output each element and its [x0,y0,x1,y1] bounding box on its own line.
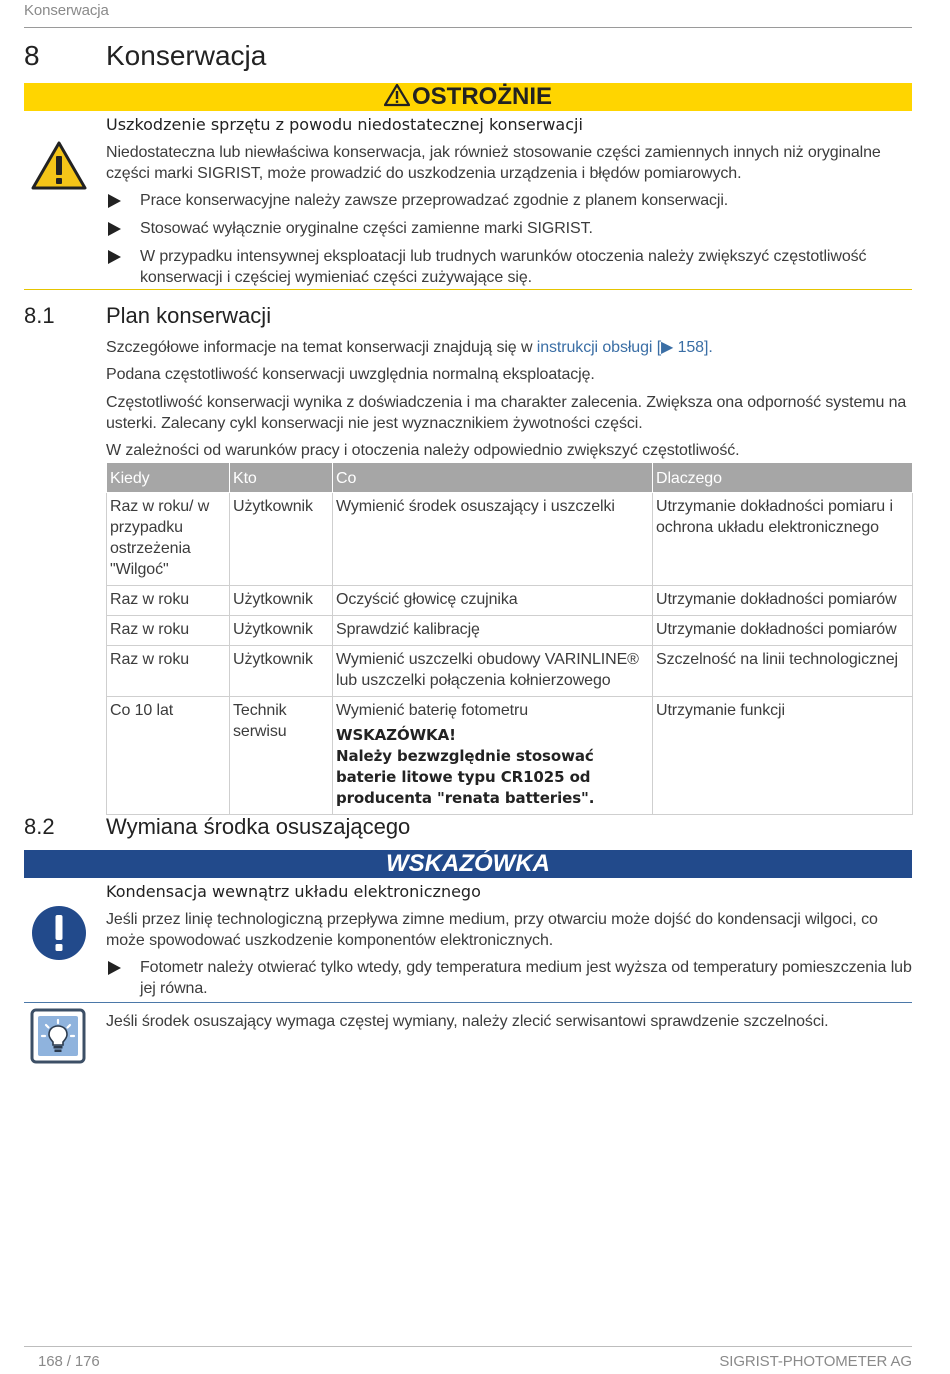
notice-bullet [106,957,912,999]
caution-bullet-text: W przypadku intensywnej eksploatacji lub trudnych warunków otoczenia należy zwiększyć częstotliwość konserwacji i częściej wymieniać części zużywające się. [140,248,867,286]
bullet-arrow-icon [108,222,121,236]
table-cell-what-text: Wymienić baterię fotometru [336,702,528,719]
manual-link[interactable]: instrukcji obsługi [▶ 158]. [536,339,713,356]
battery-note-text: Należy bezwzględnie stosować baterie litowe typu CR1025 od producenta "renata batteries". [336,747,595,807]
table-cell-when: Co 10 lat [107,697,230,815]
chapter-name: Konserwacja [106,40,267,71]
bullet-arrow-icon [108,250,121,264]
chapter-title [24,40,266,72]
paragraph: Podana częstotliwość konserwacji uwzględnia normalną eksploatację. [106,366,595,383]
table-header-row [107,463,913,493]
table-row [107,616,913,646]
section-title [24,303,271,329]
table-cell-why: Utrzymanie dokładności pomiarów [653,616,913,646]
table-row [107,646,913,697]
table-cell-when: Raz w roku [107,586,230,616]
battery-note-title: WSKAZÓWKA! [336,726,456,744]
header-divider [24,27,912,28]
chapter-number: 8 [24,40,40,71]
caution-end-divider [24,289,912,290]
paragraph: W zależności od warunków pracy i otoczenia należy odpowiednio zwiększyć częstotliwość. [106,442,740,459]
table-cell-why: Utrzymanie dokładności pomiaru i ochrona układu elektronicznego [653,493,913,586]
caution-bullet [106,218,912,239]
notice-heading: Kondensacja wewnątrz układu elektronicznego [106,882,481,901]
table-header-cell: Kto [230,463,333,493]
warning-icon [30,140,88,197]
table-cell-what: Oczyścić głowicę czujnika [333,586,653,616]
caution-bullet-text: Stosować wyłącznie oryginalne części zamienne marki SIGRIST. [140,220,593,237]
footer-divider [24,1346,912,1347]
table-cell-what: Wymienić środek osuszający i uszczelki [333,493,653,586]
paragraph: Częstotliwość konserwacji wynika z doświadczenia i ma charakter zalecenia. Zwiększa ona odporność systemu na usterki. Zalecany cykl konserwacji nie jest wyznacznikiem żywotności części. [106,394,907,432]
bullet-arrow-icon [108,961,121,975]
table-header-cell: Dlaczego [653,463,913,493]
table-cell-when: Raz w roku [107,646,230,697]
table-row [107,493,913,586]
table-row [107,586,913,616]
caution-text: Niedostateczna lub niewłaściwa konserwacja, jak również stosowanie części zamiennych innych niż oryginalne części marki SIGRIST, może prowadzić do uszkodzenia urządzenia i błędów pomiarowych. [106,144,881,182]
notice-text: Jeśli przez linię technologiczną przepływa zimne medium, przy otwarciu może dojść do kondensacji wilgoci, co może spowodować uszkodzenie komponentów elektronicznych. [106,911,878,949]
section-name: Plan konserwacji [106,303,272,328]
table-cell-why: Utrzymanie dokładności pomiarów [653,586,913,616]
exclamation-circle-icon [30,904,88,967]
paragraph-text: Szczegółowe informacje na temat konserwacji znajdują się w [106,339,533,356]
company-name: SIGRIST-PHOTOMETER AG [719,1353,912,1370]
table-cell-what: Wymienić uszczelki obudowy VARINLINE® lub uszczelki połączenia kołnierzowego [333,646,653,697]
page-number: 168 / 176 [38,1353,100,1370]
table-cell-who: Użytkownik [230,646,333,697]
table-cell-why: Utrzymanie funkcji [653,697,913,815]
section-number: 8.1 [24,303,55,328]
table-header-cell: Kiedy [107,463,230,493]
table-cell-who: Użytkownik [230,586,333,616]
bullet-arrow-icon [108,194,121,208]
table-cell-who: Użytkownik [230,493,333,586]
table-cell-why: Szczelność na linii technologicznej [653,646,913,697]
caution-label: OSTROŻNIE [411,83,552,110]
caution-bullet [106,246,912,288]
table-cell-when: Raz w roku [107,616,230,646]
table-cell-who: Użytkownik [230,616,333,646]
table-cell-who: Technik serwisu [230,697,333,815]
notice-end-divider [24,1002,912,1003]
notice-banner: WSKAZÓWKA [24,850,912,878]
warning-triangle-icon [384,83,410,107]
table-header-cell: Co [333,463,653,493]
maintenance-table [106,463,913,815]
table-cell-when: Raz w roku/ w przypadku ostrzeżenia "Wilgoć" [107,493,230,586]
caution-banner [24,83,912,111]
table-row [107,697,913,815]
paragraph [106,337,912,358]
lightbulb-tip-icon [30,1008,86,1069]
section-title [24,814,410,840]
section-name: Wymiana środka osuszającego [106,814,411,839]
table-cell-what [333,697,653,815]
running-header: Konserwacja [24,2,109,19]
notice-bullet-text: Fotometr należy otwierać tylko wtedy, gdy temperatura medium jest wyższa od temperatury pomieszczenia lub jej równa. [140,959,912,997]
caution-bullet-text: Prace konserwacyjne należy zawsze przeprowadzać zgodnie z planem konserwacji. [140,192,729,209]
caution-bullet [106,190,912,211]
section-number: 8.2 [24,814,55,839]
caution-heading: Uszkodzenie sprzętu z powodu niedostatecznej konserwacji [106,115,583,134]
tip-text: Jeśli środek osuszający wymaga częstej wymiany, należy zlecić serwisantowi sprawdzenie szczelności. [106,1013,829,1030]
table-cell-what: Sprawdzić kalibrację [333,616,653,646]
